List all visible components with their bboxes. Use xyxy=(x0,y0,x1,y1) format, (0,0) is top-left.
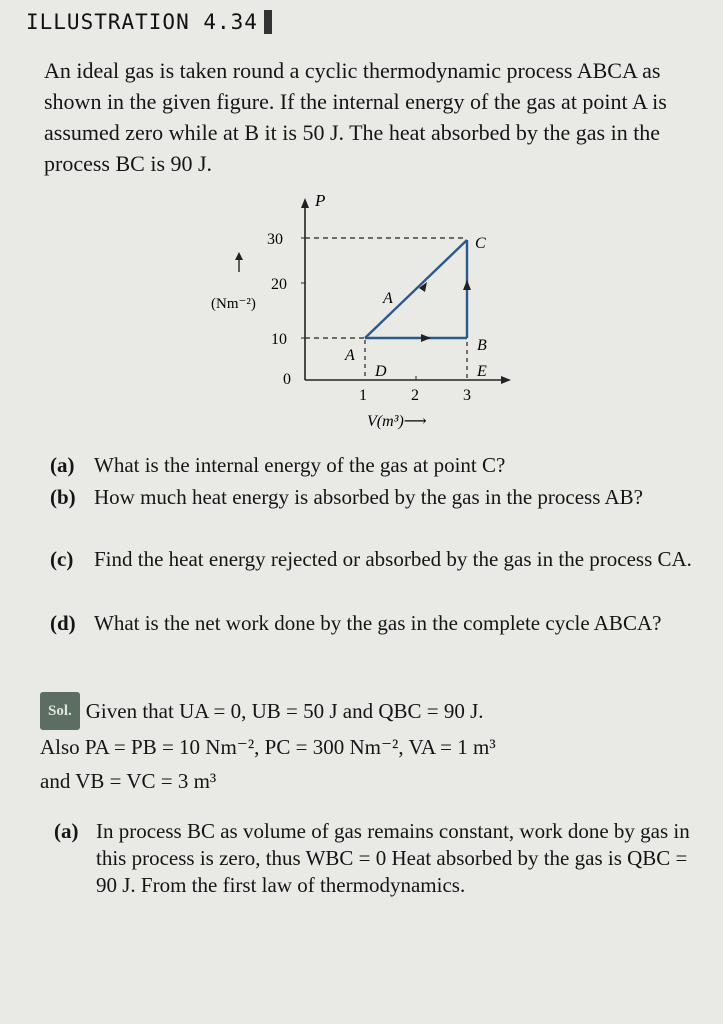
question-c xyxy=(50,546,700,573)
v-axis-label: V(m³)⟶ xyxy=(367,413,427,430)
y-tick-label-20: 20 xyxy=(271,276,287,293)
question-label: (a) xyxy=(50,453,75,477)
problem-statement: An ideal gas is taken round a cyclic thermodynamic process ABCA as shown in the given figure. If the internal energy of the gas at point A is assumed zero while at B it is 50 J. The heat absorbed by the gas in the process BC is 90 J. xyxy=(44,58,667,176)
bc-direction-arrow-icon xyxy=(463,280,471,290)
point-label-b: B xyxy=(477,337,487,354)
x-tick-label-1: 1 xyxy=(359,387,367,404)
p-axis-arrow-icon xyxy=(301,198,309,208)
path-label-a: A xyxy=(383,290,393,307)
question-text: How much heat energy is absorbed by the gas in the process AB? xyxy=(94,485,643,509)
p-axis-label: P xyxy=(315,191,326,210)
path-ca xyxy=(365,240,467,338)
solution-line-1 xyxy=(40,692,710,730)
solution-line-3: and VB = VC = 3 m³ xyxy=(40,769,217,793)
y-tick-label-0: 0 xyxy=(283,371,291,388)
solution-part-a-label: (a) xyxy=(54,819,79,843)
solution-badge: Sol. xyxy=(40,692,80,730)
point-label-e: E xyxy=(477,363,487,380)
question-b xyxy=(50,484,700,511)
question-text: What is the net work done by the gas in the complete cycle ABCA? xyxy=(94,611,662,635)
ab-direction-arrow-icon xyxy=(421,334,431,342)
p-unit-arrow-icon xyxy=(235,252,243,260)
x-tick-label-3: 3 xyxy=(463,387,471,404)
solution-line-2: Also PA = PB = 10 Nm⁻², PC = 300 Nm⁻², VA = 1 m³ xyxy=(40,735,496,759)
question-text: Find the heat energy rejected or absorbed by the gas in the process CA. xyxy=(94,547,692,571)
question-a xyxy=(50,452,700,479)
illustration-title: ILLUSTRATION 4.34 xyxy=(26,10,258,34)
y-tick-label-10: 10 xyxy=(271,331,287,348)
question-label: (d) xyxy=(50,611,76,635)
solution-block xyxy=(40,692,710,798)
p-unit-label: (Nm⁻²) xyxy=(211,296,256,312)
solution-given: Given that UA = 0, UB = 50 J and QBC = 90 J. xyxy=(85,699,484,723)
heading-tab-mark xyxy=(264,10,272,34)
point-label-d: D xyxy=(375,363,387,380)
v-axis-arrow-icon xyxy=(501,376,511,384)
pv-diagram xyxy=(205,190,525,440)
question-label: (c) xyxy=(50,547,74,571)
x-tick-label-2: 2 xyxy=(411,387,419,404)
point-label-a: A xyxy=(345,347,355,364)
question-label: (b) xyxy=(50,485,76,509)
solution-part-a-text: In process BC as volume of gas remains constant, work done by gas in this process is zero, thus WBC = 0 Heat absorbed by the gas is QBC = 90 J. From the first law of thermodynamics. xyxy=(96,819,690,897)
illustration-heading xyxy=(26,10,272,34)
y-tick-label-30: 30 xyxy=(267,231,283,248)
question-text: What is the internal energy of the gas at point C? xyxy=(94,453,506,477)
question-d xyxy=(50,610,700,637)
point-label-c: C xyxy=(475,235,486,252)
solution-part-a xyxy=(54,818,704,899)
